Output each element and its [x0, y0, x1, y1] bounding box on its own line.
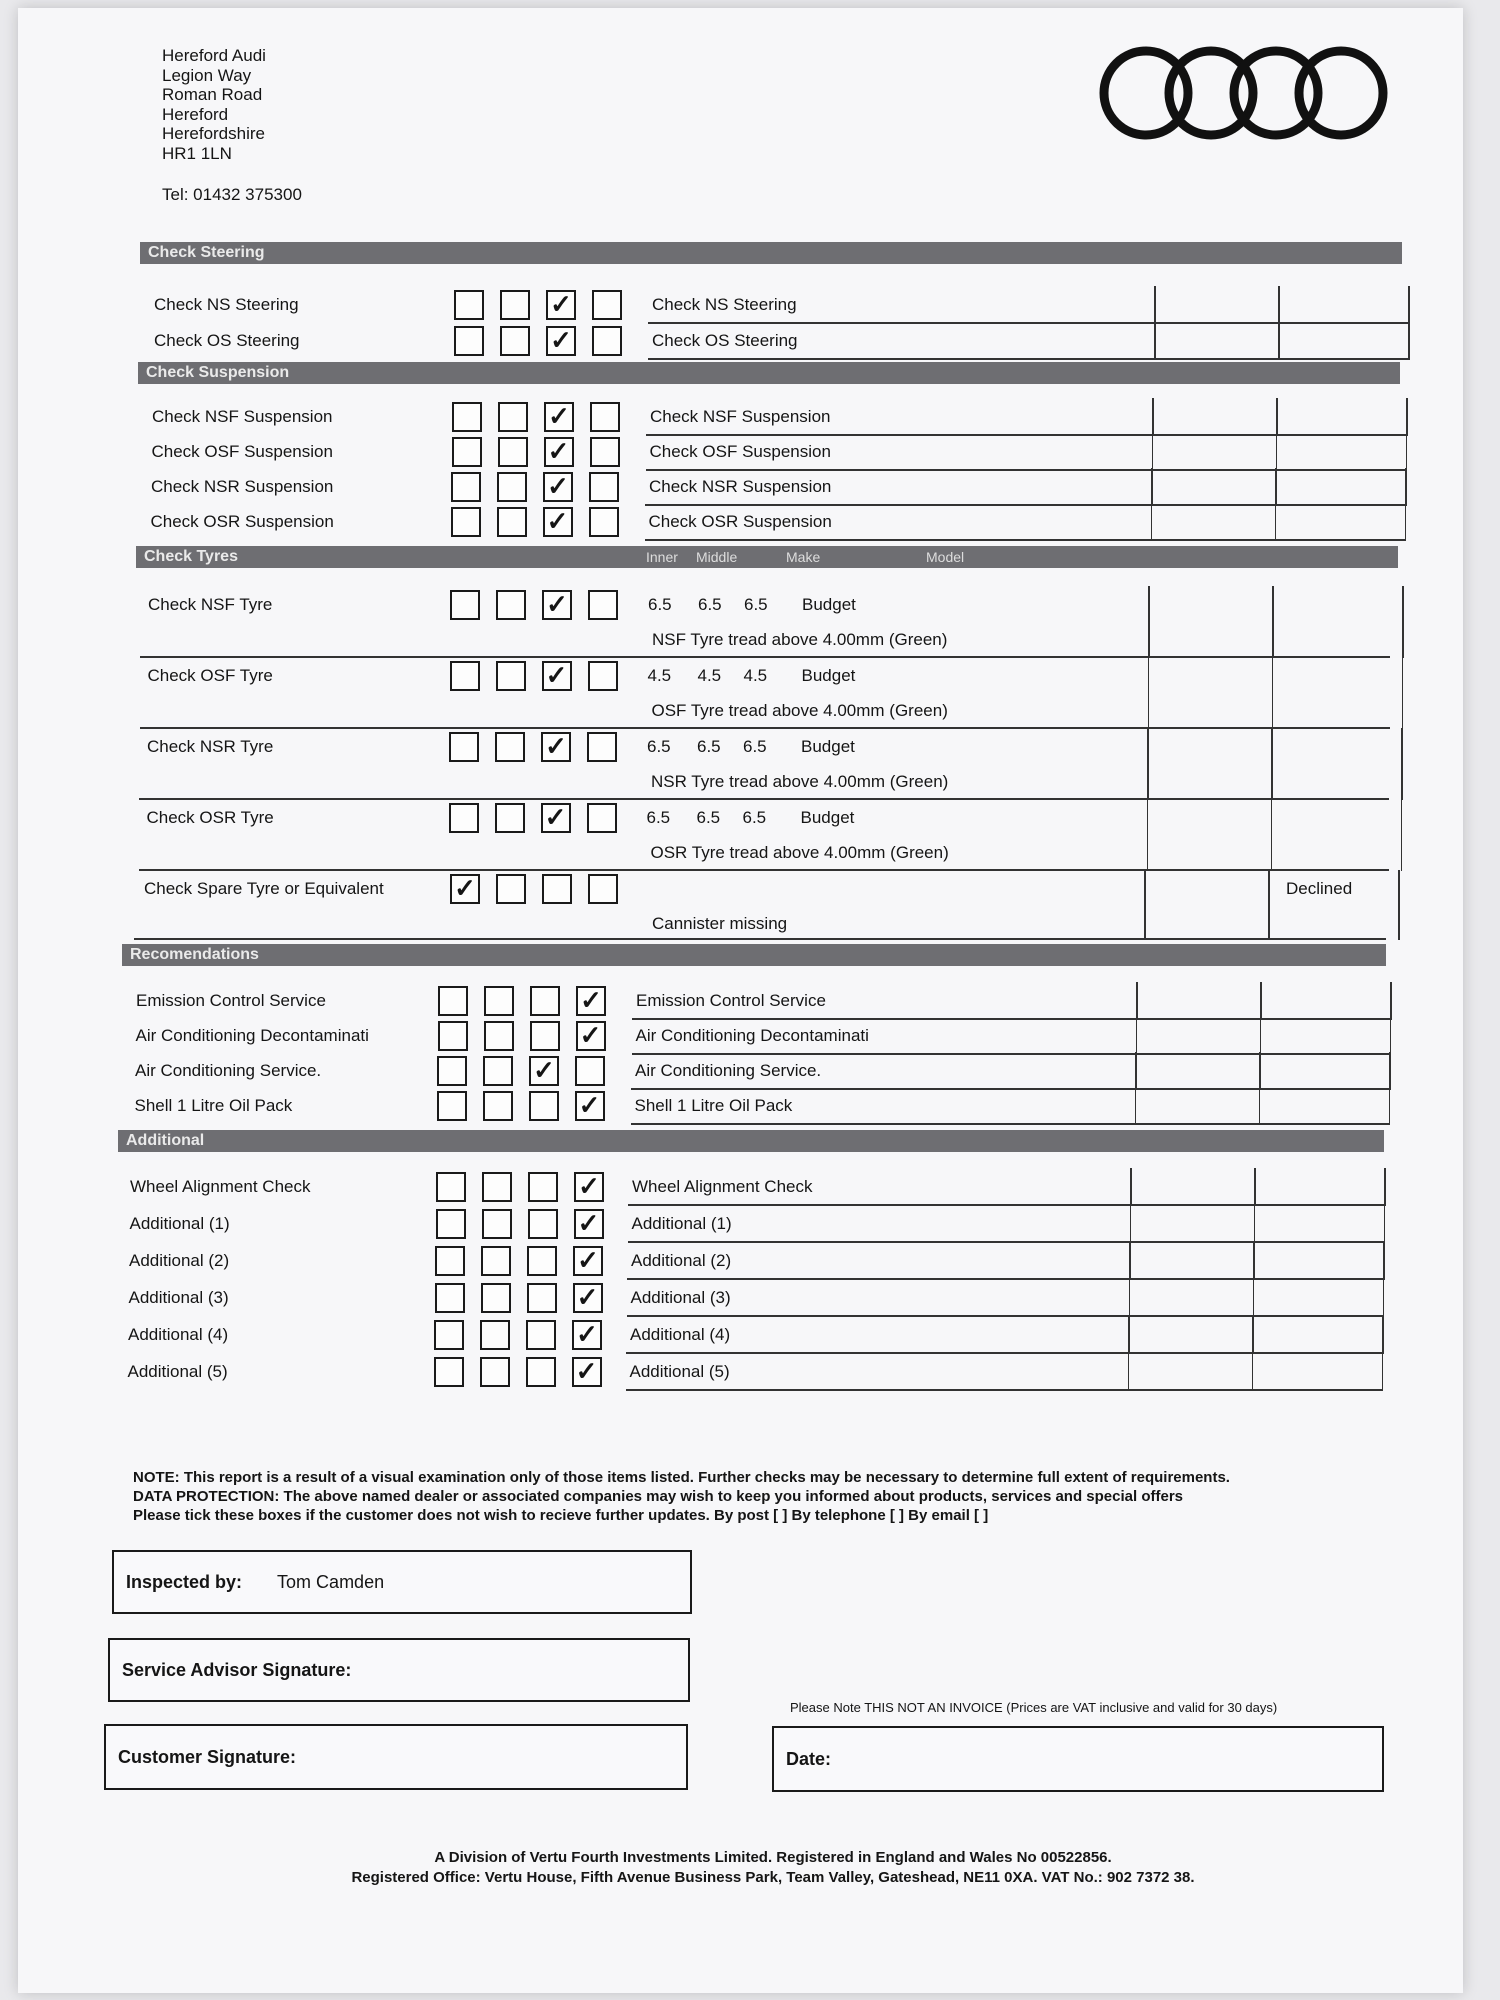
- column-divider: [1389, 1052, 1391, 1090]
- check-row: [130, 1207, 1380, 1241]
- section-recommendations-header: [122, 944, 1386, 966]
- check-row: [151, 470, 1401, 504]
- row-label: Check NS Steering: [154, 295, 299, 314]
- customer-signature-label: Customer Signature:: [118, 1747, 297, 1767]
- checkbox-green[interactable]: [526, 1357, 556, 1387]
- dealer-telephone: Tel: 01432 375300: [162, 185, 302, 204]
- checkbox-amber[interactable]: [481, 1283, 511, 1313]
- checkbox-amber[interactable]: [495, 732, 525, 762]
- checkbox-red[interactable]: [454, 326, 484, 356]
- row-description: Emission Control Service: [636, 991, 826, 1010]
- column-divider: [1136, 1017, 1138, 1055]
- tread-make: Budget: [800, 808, 855, 827]
- checkbox-advice[interactable]: [588, 590, 618, 620]
- report-page: [18, 8, 1463, 1993]
- tread-make: Budget: [802, 595, 856, 614]
- tread-inner: 6.5: [648, 595, 672, 614]
- check-row: [129, 1244, 1379, 1278]
- tread-inner: 6.5: [646, 808, 671, 827]
- checkbox-advice[interactable]: ✓: [573, 1246, 603, 1276]
- column-divider: [1402, 586, 1404, 658]
- column-divider: [1383, 1279, 1385, 1317]
- row-label: Check NSR Suspension: [151, 477, 334, 496]
- column-divider: [1129, 1242, 1131, 1280]
- checkbox-green[interactable]: [527, 1283, 557, 1313]
- checkbox-advice[interactable]: ✓: [573, 1283, 603, 1313]
- column-divider: [1152, 433, 1154, 471]
- column-divider: [1135, 1052, 1137, 1090]
- checkbox-advice[interactable]: [575, 1056, 605, 1086]
- checkbox-red[interactable]: [436, 1172, 466, 1202]
- column-divider: [1253, 1279, 1255, 1317]
- row-label: Check OSR Suspension: [150, 512, 334, 531]
- checkbox-amber[interactable]: [482, 1172, 512, 1202]
- column-divider: [1390, 1017, 1392, 1055]
- tread-make: Budget: [801, 737, 855, 756]
- checkbox-red[interactable]: [454, 290, 484, 320]
- row-underline: [626, 1352, 1382, 1354]
- checkbox-amber[interactable]: [481, 1246, 511, 1276]
- customer-signature-box[interactable]: [104, 1724, 688, 1790]
- note-line: NOTE: This report is a result of a visual examination only of those items listed. Further checks may be necessary to determine full extent of requirements.: [133, 1469, 1230, 1486]
- row-underline: [627, 1315, 1383, 1317]
- checkbox-green[interactable]: ✓: [543, 507, 573, 537]
- column-divider: [1275, 468, 1277, 506]
- tread-note: NSF Tyre tread above 4.00mm (Green): [652, 630, 948, 649]
- check-row: [152, 435, 1402, 469]
- checkbox-green[interactable]: ✓: [542, 661, 572, 691]
- row-description: Check OS Steering: [652, 331, 798, 350]
- checkbox-red[interactable]: [450, 590, 480, 620]
- column-divider: [1275, 503, 1277, 541]
- column-divider: [1144, 870, 1146, 940]
- column-divider: [1276, 433, 1278, 471]
- spare-status: Declined: [1286, 879, 1353, 898]
- date-box[interactable]: [772, 1726, 1384, 1792]
- column-divider: [1398, 870, 1400, 940]
- column-divider: [1154, 322, 1156, 360]
- dealer-name: Hereford Audi: [162, 46, 266, 65]
- column-divider: [1148, 657, 1150, 729]
- row-label: Wheel Alignment Check: [130, 1177, 311, 1196]
- column-divider: [1408, 286, 1410, 324]
- column-divider: [1384, 1205, 1386, 1243]
- column-divider: [1390, 982, 1392, 1020]
- check-row: [151, 505, 1401, 539]
- address-line: Hereford: [162, 104, 229, 124]
- checkbox-advice[interactable]: ✓: [572, 1320, 602, 1350]
- row-label: Shell 1 Litre Oil Pack: [134, 1096, 293, 1115]
- column-divider: [1130, 1168, 1132, 1206]
- check-row: [128, 1355, 1378, 1389]
- column-divider: [1128, 1353, 1130, 1391]
- column-divider: [1389, 1087, 1391, 1125]
- row-label: Air Conditioning Decontaminati: [135, 1026, 369, 1045]
- row-label: Check NSF Tyre: [148, 595, 273, 614]
- checkbox-amber[interactable]: [497, 507, 527, 537]
- checkbox-green[interactable]: [527, 1246, 557, 1276]
- check-row: [152, 400, 1402, 434]
- row-underline: [628, 1204, 1384, 1206]
- column-divider: [1252, 1353, 1254, 1391]
- checkbox-red[interactable]: [434, 1320, 464, 1350]
- checkbox-green[interactable]: [528, 1172, 558, 1202]
- column-divider: [1406, 433, 1408, 471]
- checkbox-red[interactable]: [437, 1056, 467, 1086]
- row-label: Check NSR Tyre: [147, 737, 274, 756]
- column-divider: [1382, 1353, 1384, 1391]
- section-title: Check Suspension: [146, 364, 290, 381]
- tread-outer: 6.5: [743, 737, 767, 756]
- column-divider: [1271, 728, 1273, 800]
- checkbox-amber[interactable]: [480, 1320, 510, 1350]
- row-separator: [139, 869, 1389, 871]
- audi-rings-logo: [1088, 38, 1398, 148]
- column-divider: [1128, 1316, 1130, 1354]
- row-description: Air Conditioning Decontaminati: [635, 1026, 869, 1045]
- address-line: HR1 1LN: [162, 143, 232, 163]
- column-divider: [1276, 398, 1278, 436]
- checkbox-green[interactable]: ✓: [546, 290, 576, 320]
- row-description: Check OSF Suspension: [649, 442, 831, 461]
- column-divider: [1259, 1087, 1261, 1125]
- check-row: [129, 1281, 1379, 1315]
- checkbox-advice[interactable]: ✓: [575, 1091, 605, 1121]
- check-row: [136, 1019, 1386, 1053]
- section-suspension-header: [138, 362, 1400, 384]
- inspected-by-label: Inspected by:: [126, 1572, 243, 1592]
- date-label: Date:: [786, 1749, 832, 1769]
- tyre-row: [148, 659, 1398, 729]
- section-steering-header: [140, 242, 1402, 264]
- service-advisor-signature-label: Service Advisor Signature:: [122, 1660, 352, 1680]
- check-row: [135, 1089, 1385, 1123]
- row-label: Additional (1): [129, 1214, 230, 1233]
- row-underline: [626, 1389, 1382, 1391]
- column-divider: [1130, 1205, 1132, 1243]
- tread-make: Budget: [801, 666, 856, 685]
- footer: [298, 1848, 1248, 1888]
- checkbox-red[interactable]: [435, 1246, 465, 1276]
- checkbox-amber[interactable]: [496, 590, 526, 620]
- checkbox-red[interactable]: [450, 661, 480, 691]
- column-divider: [1254, 1205, 1256, 1243]
- inspector-name: Tom Camden: [277, 1572, 385, 1592]
- footer-line: Registered Office: Vertu House, Fifth Avenue Business Park, Team Valley, Gateshead, NE11 0XA. VAT No.: 902 7372 38.: [351, 1869, 1195, 1886]
- spare-tyre-row: [144, 872, 1394, 940]
- column-divider: [1152, 398, 1154, 436]
- checkbox-advice[interactable]: ✓: [576, 1021, 606, 1051]
- row-label: Check OS Steering: [154, 331, 300, 350]
- column-divider: [1278, 286, 1280, 324]
- row-label: Additional (2): [129, 1251, 230, 1270]
- row-description: Check OSR Suspension: [648, 512, 832, 531]
- column-divider: [1253, 1242, 1255, 1280]
- dealer-address: [162, 46, 302, 205]
- note-line: DATA PROTECTION: The above named dealer or associated companies may wish to keep you informed about products, services and special offers: [133, 1488, 1183, 1505]
- note-line: Please tick these boxes if the customer does not wish to recieve further updates. By post [ ] By telephone [ ] By email [ ]: [133, 1507, 989, 1524]
- checkbox-advice[interactable]: [588, 874, 618, 904]
- checkbox-amber[interactable]: [483, 1091, 513, 1121]
- checkbox-amber[interactable]: [497, 472, 527, 502]
- row-description: Additional (1): [631, 1214, 732, 1233]
- column-divider: [1272, 657, 1274, 729]
- checkbox-green[interactable]: ✓: [541, 732, 571, 762]
- checkbox-green[interactable]: [542, 874, 572, 904]
- checkbox-advice[interactable]: [592, 326, 622, 356]
- checkbox-advice[interactable]: ✓: [574, 1172, 604, 1202]
- checkbox-amber[interactable]: [498, 402, 528, 432]
- checkbox-advice[interactable]: [589, 507, 619, 537]
- column-divider: [1401, 799, 1403, 871]
- check-row: [130, 1170, 1380, 1204]
- row-underline: [627, 1278, 1383, 1280]
- column-divider: [1402, 657, 1404, 729]
- column-divider: [1260, 982, 1262, 1020]
- column-divider: [1147, 799, 1149, 871]
- col-middle-label: Middle: [696, 549, 738, 565]
- checkbox-amber[interactable]: [500, 326, 530, 356]
- row-separator: [134, 938, 1386, 940]
- section-tyres-header: [136, 546, 1398, 568]
- row-label: Check OSR Tyre: [146, 808, 274, 827]
- address-line: Herefordshire: [162, 124, 265, 143]
- section-title: Check Steering: [148, 244, 265, 261]
- row-description: Wheel Alignment Check: [632, 1177, 813, 1196]
- column-divider: [1382, 1316, 1384, 1354]
- checkbox-amber[interactable]: [496, 661, 526, 691]
- column-divider: [1384, 1168, 1386, 1206]
- row-description: Additional (4): [630, 1325, 731, 1344]
- checkbox-red[interactable]: [438, 986, 468, 1016]
- column-divider: [1135, 1087, 1137, 1125]
- checkbox-advice[interactable]: ✓: [574, 1209, 604, 1239]
- checkbox-advice[interactable]: [592, 290, 622, 320]
- row-description: Additional (2): [631, 1251, 732, 1270]
- checkbox-amber[interactable]: [495, 803, 525, 833]
- column-divider: [1129, 1279, 1131, 1317]
- checkbox-red[interactable]: [435, 1283, 465, 1313]
- col-make-label: Make: [786, 549, 821, 565]
- tread-note: OSF Tyre tread above 4.00mm (Green): [651, 701, 948, 720]
- checkbox-amber[interactable]: [483, 1056, 513, 1086]
- row-label: Emission Control Service: [136, 991, 326, 1010]
- row-description: Check NS Steering: [652, 295, 797, 314]
- address-line: Legion Way: [162, 65, 252, 85]
- report-note: [133, 1468, 1363, 1525]
- checkbox-advice[interactable]: ✓: [572, 1357, 602, 1387]
- checkbox-advice[interactable]: ✓: [576, 986, 606, 1016]
- row-underline: [645, 539, 1405, 541]
- row-label: Additional (3): [128, 1288, 229, 1307]
- checkbox-green[interactable]: ✓: [544, 437, 574, 467]
- column-divider: [1260, 1017, 1262, 1055]
- row-label: Additional (5): [127, 1362, 228, 1381]
- tread-middle: 6.5: [696, 808, 721, 827]
- tread-inner: 6.5: [647, 737, 671, 756]
- tread-note: NSR Tyre tread above 4.00mm (Green): [651, 772, 949, 791]
- checkbox-green[interactable]: ✓: [544, 402, 574, 432]
- checkbox-red[interactable]: [436, 1209, 466, 1239]
- column-divider: [1401, 728, 1403, 800]
- row-label: Air Conditioning Service.: [135, 1061, 322, 1080]
- checkbox-advice[interactable]: [588, 661, 618, 691]
- section-title: Additional: [126, 1132, 205, 1149]
- spare-note: Cannister missing: [652, 914, 788, 933]
- row-underline: [628, 1241, 1384, 1243]
- checkbox-red[interactable]: [451, 507, 481, 537]
- check-row: [135, 1054, 1385, 1088]
- checkbox-red[interactable]: [449, 803, 479, 833]
- column-divider: [1151, 503, 1153, 541]
- column-divider: [1151, 468, 1153, 506]
- checkbox-advice[interactable]: [589, 472, 619, 502]
- checkbox-green[interactable]: [530, 986, 560, 1016]
- checkbox-advice[interactable]: [590, 402, 620, 432]
- footer-line: A Division of Vertu Fourth Investments Limited. Registered in England and Wales No 00522856.: [434, 1849, 1112, 1866]
- tread-note: OSR Tyre tread above 4.00mm (Green): [650, 843, 949, 862]
- checkbox-green[interactable]: [529, 1091, 559, 1121]
- service-advisor-signature-box[interactable]: [108, 1638, 690, 1702]
- row-description: Check NSR Suspension: [649, 477, 832, 496]
- check-row: [154, 288, 1404, 322]
- checkbox-green[interactable]: ✓: [541, 803, 571, 833]
- row-description: Additional (3): [630, 1288, 731, 1307]
- check-row: [136, 984, 1386, 1018]
- checkbox-red[interactable]: [452, 437, 482, 467]
- row-description: Check NSF Suspension: [650, 407, 831, 426]
- row-underline: [648, 358, 1408, 360]
- tread-outer: 4.5: [743, 666, 768, 685]
- checkbox-red[interactable]: [449, 732, 479, 762]
- row-description: Air Conditioning Service.: [635, 1061, 822, 1080]
- row-label: Check NSF Suspension: [152, 407, 333, 426]
- checkbox-red[interactable]: [452, 402, 482, 432]
- row-description: Shell 1 Litre Oil Pack: [634, 1096, 793, 1115]
- checkbox-green[interactable]: [528, 1209, 558, 1239]
- column-divider: [1268, 870, 1270, 940]
- checkbox-amber[interactable]: [500, 290, 530, 320]
- column-divider: [1148, 586, 1150, 658]
- row-separator: [140, 727, 1390, 729]
- section-title: Recomendations: [130, 946, 259, 963]
- column-divider: [1383, 1242, 1385, 1280]
- column-divider: [1252, 1316, 1254, 1354]
- checkbox-advice[interactable]: [587, 732, 617, 762]
- checkbox-red[interactable]: [451, 472, 481, 502]
- checkbox-red[interactable]: [437, 1091, 467, 1121]
- address-line: Roman Road: [162, 85, 263, 104]
- col-inner-label: Inner: [646, 549, 678, 565]
- checkbox-green[interactable]: ✓: [529, 1056, 559, 1086]
- checkbox-green[interactable]: [530, 1021, 560, 1051]
- inspected-by-box: [112, 1550, 692, 1614]
- invoice-note: Please Note THIS NOT AN INVOICE (Prices are VAT inclusive and valid for 30 days): [790, 1700, 1278, 1715]
- column-divider: [1154, 286, 1156, 324]
- column-divider: [1271, 799, 1273, 871]
- row-separator: [140, 656, 1390, 658]
- column-divider: [1405, 503, 1407, 541]
- check-row: [154, 324, 1404, 358]
- row-description: Additional (5): [629, 1362, 730, 1381]
- column-divider: [1136, 982, 1138, 1020]
- column-divider: [1408, 322, 1410, 360]
- column-divider: [1272, 586, 1274, 658]
- tread-middle: 6.5: [697, 737, 721, 756]
- tyre-row: [147, 801, 1397, 871]
- column-divider: [1278, 322, 1280, 360]
- row-label: Check Spare Tyre or Equivalent: [144, 879, 384, 898]
- column-divider: [1259, 1052, 1261, 1090]
- checkbox-amber[interactable]: [498, 437, 528, 467]
- checkbox-amber[interactable]: [482, 1209, 512, 1239]
- tyre-row: [147, 730, 1397, 800]
- checkbox-amber[interactable]: [484, 1021, 514, 1051]
- checkbox-red[interactable]: ✓: [450, 874, 480, 904]
- check-row: [128, 1318, 1378, 1352]
- row-label: Check OSF Tyre: [147, 666, 273, 685]
- row-separator: [139, 798, 1389, 800]
- checkbox-green[interactable]: ✓: [543, 472, 573, 502]
- col-model-label: Model: [926, 549, 965, 565]
- checkbox-advice[interactable]: [587, 803, 617, 833]
- tread-middle: 6.5: [698, 595, 722, 614]
- column-divider: [1147, 728, 1149, 800]
- row-label: Check OSF Suspension: [151, 442, 333, 461]
- checkbox-advice[interactable]: [590, 437, 620, 467]
- checkbox-red[interactable]: [438, 1021, 468, 1051]
- tyre-row: [148, 588, 1398, 658]
- column-divider: [1254, 1168, 1256, 1206]
- tread-inner: 4.5: [647, 666, 672, 685]
- column-divider: [1406, 398, 1408, 436]
- checkbox-amber[interactable]: [496, 874, 526, 904]
- tread-outer: 6.5: [744, 595, 768, 614]
- checkbox-green[interactable]: ✓: [546, 326, 576, 356]
- tread-outer: 6.5: [742, 808, 767, 827]
- section-title: Check Tyres: [144, 548, 238, 565]
- row-underline: [631, 1123, 1389, 1125]
- tread-middle: 4.5: [697, 666, 722, 685]
- checkbox-amber[interactable]: [480, 1357, 510, 1387]
- checkbox-amber[interactable]: [484, 986, 514, 1016]
- section-additional-header: [118, 1130, 1384, 1152]
- checkbox-red[interactable]: [434, 1357, 464, 1387]
- checkbox-green[interactable]: ✓: [542, 590, 572, 620]
- row-label: Additional (4): [128, 1325, 229, 1344]
- column-divider: [1405, 468, 1407, 506]
- checkbox-green[interactable]: [526, 1320, 556, 1350]
